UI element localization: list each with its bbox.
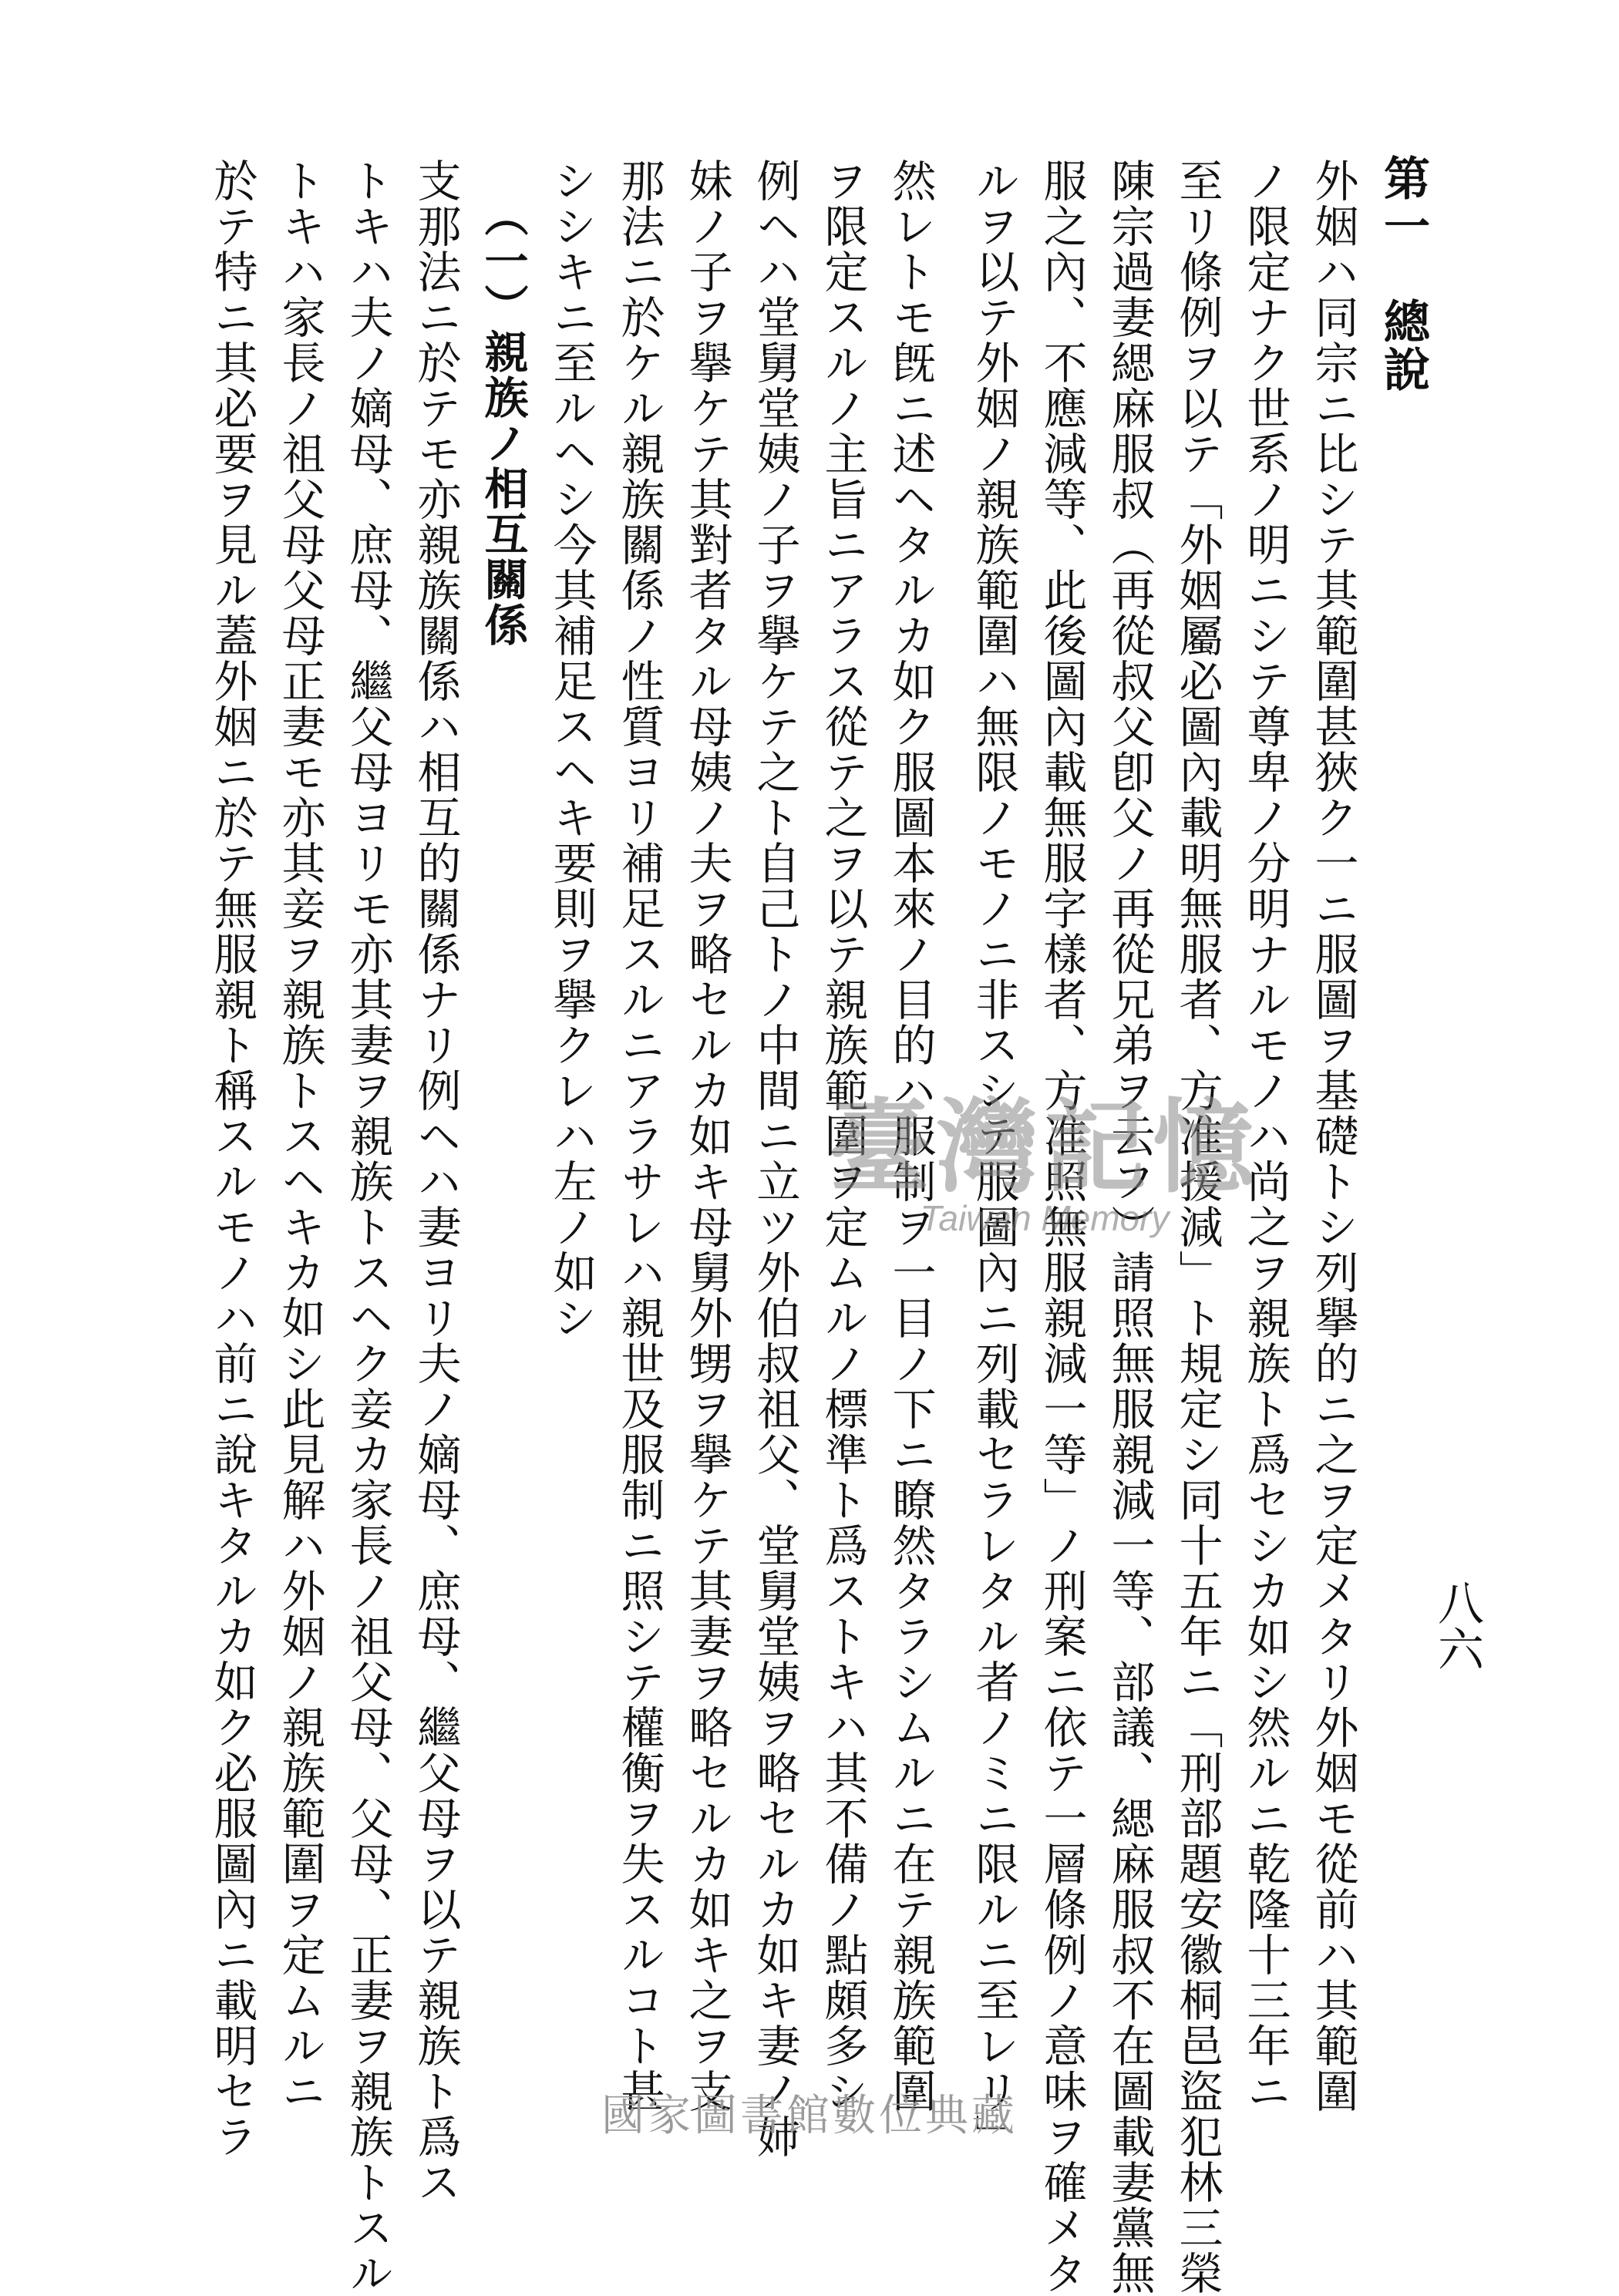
body-line: 妹ノ子ヲ擧ケテ其對者タル母姨ノ夫ヲ略セルカ如キ母舅外甥ヲ擧ケテ其妻ヲ略セルカ如キ之ヲ支 [682,158,732,2114]
subsection-heading: （一）親族ノ相互關係 [477,193,529,648]
body-line: 陳宗過妻緦麻服叔（再從叔父卽父ノ再從兄弟ヲ云フ）請照無服親減一等、部議、緦麻服叔不在圖載妻黨無 [1104,158,1155,2296]
body-line: ノ限定ナク世系ノ明ニシテ尊卑ノ分明ナルモノハ尚之ヲ親族ト爲セシカ如シ然ルニ乾隆十三年ニ [1240,158,1291,2114]
body-line: ルヲ以テ外姻ノ親族範圍ハ無限ノモノニ非スシテ服圖內ニ列載セラレタル者ノミニ限ルニ至レリ」 [968,158,1019,2160]
body-line: トキハ家長ノ祖父母父母正妻モ亦其妾ヲ親族トスヘキカ如シ此見解ハ外姻ノ親族範圍ヲ定ムルニ [274,158,325,2114]
footer-credit: 國家圖書館數位典藏 [601,2091,1018,2141]
section-heading: 第一 總說 [1376,154,1430,393]
body-line: 服之內、不應減等、此後圖內載無服字樣者、方准照無服親減一等」ノ刑案ニ依テ一層條例ノ意味ヲ確メタ [1036,158,1087,2296]
body-line: 例ヘハ堂舅堂姨ノ子ヲ擧ケテ之ト自己トノ中間ニ立ツ外伯叔祖父、堂舅堂姨ヲ略セルカ如キ妻ノ姉 [749,158,800,2160]
body-line: トキハ夫ノ嫡母、庶母、繼父母ヨリモ亦其妻ヲ親族トスヘク妾カ家長ノ祖父母、父母、正妻ヲ親族トスル [342,158,393,2296]
body-line: 於テ特ニ其必要ヲ見ル蓋外姻ニ於テ無服親ト稱スルモノハ前ニ說キタルカ如ク必服圖內ニ載明セラ [207,158,257,2160]
body-line: 支那法ニ於テモ亦親族關係ハ相互的關係ナリ例ヘハ妻ヨリ夫ノ嫡母、庶母、繼父母ヲ以テ親族ト爲ス [410,158,461,2205]
body-line: ヲ限定スルノ主旨ニアラス從テ之ヲ以テ親族範圍ヲ定ムルノ標準ト爲ストキハ其不備ノ點頗多シ [817,158,868,2114]
body-line: 外姻ハ同宗ニ比シテ其範圍甚狹ク一ニ服圖ヲ基礎トシ列擧的ニ之ヲ定メタリ外姻モ從前ハ其範圍 [1308,158,1358,2114]
page-number: 八六 [1430,1579,1484,1672]
watermark-subtitle: Taiwan Memory [920,1197,1170,1238]
watermark-title: 臺灣記憶 [829,1088,1261,1207]
body-line: 然レトモ旣ニ述ヘタルカ如ク服圖本來ノ目的ハ服制ヲ一目ノ下ニ瞭然タラシムルニ在テ親族範圍 [885,158,936,2114]
body-line: 至リ條例ヲ以テ「外姻屬必圖內載明無服者、方准援減」ト規定シ同十五年ニ「刑部題安徽桐邑盜犯林三榮 [1172,158,1223,2296]
body-line: シシキニ至ルヘシ今其補足スヘキ要則ヲ擧クレハ左ノ如シ [546,158,597,1341]
body-line: 那法ニ於ケル親族關係ノ性質ヨリ補足スルニアラサレハ親世及服制ニ照シテ權衡ヲ失スルコト甚 [614,158,665,2114]
